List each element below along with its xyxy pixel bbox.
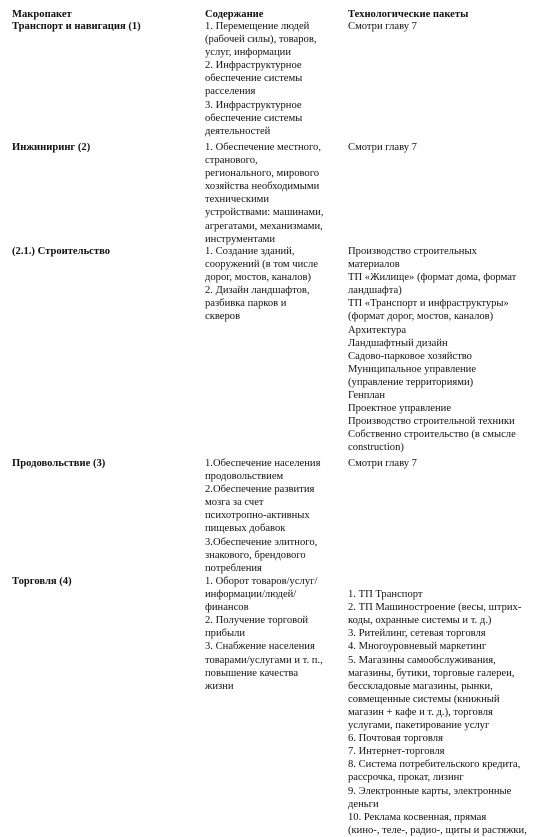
cell-line: 1.Обеспечение населения bbox=[205, 458, 321, 469]
cell-line: 1. ТП Транспорт bbox=[348, 589, 423, 601]
cell-line: Транспорт и навигация (1) bbox=[12, 21, 141, 32]
cell-line: 3. Инфраструктурное bbox=[205, 99, 302, 111]
content-cell bbox=[205, 245, 345, 324]
cell-line: Производство строительных bbox=[348, 246, 477, 257]
cell-line: финансов bbox=[205, 602, 249, 614]
cell-line: 1. Перемещение людей bbox=[205, 21, 310, 32]
cell-line: 2. ТП Машиностроение (весы, штрих- bbox=[348, 602, 522, 614]
cell-line: совмещенные системы (книжный bbox=[348, 693, 500, 705]
cell-line: 2. Инфраструктурное bbox=[205, 60, 302, 72]
cell-line: Архитектура bbox=[348, 324, 407, 336]
cell-line: услуг, информации bbox=[205, 47, 292, 59]
cell-line: Смотри главу 7 bbox=[348, 142, 417, 153]
cell-line: 10. Реклама косвенная, прямая bbox=[348, 811, 487, 823]
cell-line: 3.Обеспечение элитного, bbox=[205, 536, 318, 548]
cell-line: 2. Получение торговой bbox=[205, 615, 309, 627]
cell-line: (рабочей силы), товаров, bbox=[205, 34, 317, 46]
cell-line: агрегатами, механизмами, bbox=[205, 220, 323, 232]
cell-line: Муниципальное управление bbox=[348, 363, 477, 375]
cell-line: рассрочка, прокат, лизинг bbox=[348, 772, 464, 784]
cell-line: 7. Интернет-торговля bbox=[348, 746, 445, 758]
cell-line: Генплан bbox=[348, 390, 386, 402]
cell-line: ТП «Транспорт и инфраструктуры» bbox=[348, 298, 509, 310]
tech-packages-cell bbox=[348, 245, 543, 455]
header-macropackage: Макропакет bbox=[12, 9, 72, 20]
cell-line: обеспечение системы bbox=[205, 112, 303, 124]
cell-line: устройствами: машинами, bbox=[205, 207, 324, 219]
cell-line: 3. Ритейлинг, сетевая торговля bbox=[348, 628, 486, 640]
cell-line: знакового, брендового bbox=[205, 549, 306, 561]
cell-line: скверов bbox=[205, 311, 241, 323]
cell-line: бесскладовые магазины, рынки, bbox=[348, 680, 493, 692]
cell-line: повышение качества bbox=[205, 667, 299, 679]
cell-line: (формат дорог, мостов, каналов) bbox=[348, 311, 494, 323]
cell-line: Ландшафтный дизайн bbox=[348, 337, 448, 349]
cell-line: 5. Магазины самообслуживания, bbox=[348, 654, 496, 666]
cell-line: 9. Электронные карты, электронные bbox=[348, 785, 512, 797]
tech-packages-cell bbox=[348, 457, 543, 470]
cell-line: прибыли bbox=[205, 628, 246, 640]
tech-packages-cell bbox=[348, 575, 543, 837]
cell-line: Инжиниринг (2) bbox=[12, 142, 91, 153]
tech-packages-cell bbox=[348, 20, 543, 33]
cell-line: Садово-парковое хозяйство bbox=[348, 350, 472, 362]
cell-line: 2. Дизайн ландшафтов, bbox=[205, 285, 310, 297]
cell-line: расселения bbox=[205, 86, 256, 98]
tech-packages-cell bbox=[348, 141, 543, 154]
cell-line: 1. Обеспечение местного, bbox=[205, 142, 321, 153]
cell-line: 1. Создание зданий, bbox=[205, 246, 295, 257]
cell-line: техническими bbox=[205, 194, 270, 206]
cell-line: продовольствием bbox=[205, 471, 284, 483]
cell-line: мозга за счет bbox=[205, 497, 264, 509]
cell-line: (кино-, теле-, радио-, щиты и растяжки, bbox=[348, 824, 527, 836]
cell-line: психотропно-активных bbox=[205, 510, 310, 522]
cell-line: Производство строительной техники bbox=[348, 416, 515, 428]
cell-line: странового, bbox=[205, 155, 258, 167]
cell-line: 8. Система потребительского кредита, bbox=[348, 759, 521, 771]
cell-line: ландшафта) bbox=[348, 285, 402, 297]
cell-line: Собственно строительство (в смысле bbox=[348, 429, 516, 441]
cell-line: потребления bbox=[205, 562, 262, 574]
cell-line: деньги bbox=[348, 798, 379, 810]
cell-line: деятельностей bbox=[205, 125, 271, 137]
cell-line: 4. Многоуровневый маркетинг bbox=[348, 641, 487, 653]
cell-line: материалов bbox=[348, 259, 400, 271]
cell-line: Проектное управление bbox=[348, 403, 452, 415]
cell-line: 2.Обеспечение развития bbox=[205, 484, 315, 496]
content-cell bbox=[205, 20, 345, 138]
cell-line: обеспечение системы bbox=[205, 73, 303, 85]
cell-line: коды, охранные системы и т. д.) bbox=[348, 615, 492, 627]
cell-line: товарами/услугами и т. п., bbox=[205, 654, 323, 666]
cell-line: 3. Снабжение населения bbox=[205, 641, 315, 653]
cell-line: услугами, пакетирование услуг bbox=[348, 720, 490, 732]
content-cell bbox=[205, 141, 345, 246]
cell-line: Смотри главу 7 bbox=[348, 458, 417, 469]
cell-line: магазины, бутики, торговые галереи, bbox=[348, 667, 515, 679]
cell-line: Торговля (4) bbox=[12, 576, 72, 587]
cell-line: хозяйства необходимыми bbox=[205, 181, 320, 193]
cell-line: (управление территориями) bbox=[348, 376, 474, 388]
cell-line: сооружений (в том числе bbox=[205, 259, 318, 271]
macropackage-cell bbox=[12, 575, 197, 588]
cell-line: магазин + кафе и т. д.), торговля bbox=[348, 706, 493, 718]
cell-line: 1. Оборот товаров/услуг/ bbox=[205, 576, 318, 587]
cell-line: 6. Почтовая торговля bbox=[348, 733, 443, 745]
cell-line: информации/людей/ bbox=[205, 589, 297, 601]
macropackage-cell bbox=[12, 457, 197, 470]
content-cell bbox=[205, 457, 345, 575]
cell-line: (2.1.) Строительство bbox=[12, 246, 111, 257]
macropackage-cell bbox=[12, 245, 197, 258]
cell-line: Продовольствие (3) bbox=[12, 458, 106, 469]
cell-line: дорог, мостов, каналов) bbox=[205, 272, 312, 284]
content-cell bbox=[205, 575, 345, 693]
cell-line: Смотри главу 7 bbox=[348, 21, 417, 32]
cell-line: инструментами bbox=[205, 233, 276, 245]
cell-line: construction) bbox=[348, 442, 404, 454]
cell-line: пищевых добавок bbox=[205, 523, 286, 535]
header-content: Содержание bbox=[205, 9, 264, 20]
header-tech-packages: Технологические пакеты bbox=[348, 9, 469, 20]
cell-line: ТП «Жилище» (формат дома, формат bbox=[348, 272, 517, 284]
cell-line: жизни bbox=[205, 680, 234, 692]
macropackage-cell bbox=[12, 141, 197, 154]
macropackage-cell bbox=[12, 20, 197, 33]
cell-line: разбивка парков и bbox=[205, 298, 287, 310]
cell-line bbox=[348, 575, 543, 588]
cell-line: регионального, мирового bbox=[205, 168, 320, 180]
